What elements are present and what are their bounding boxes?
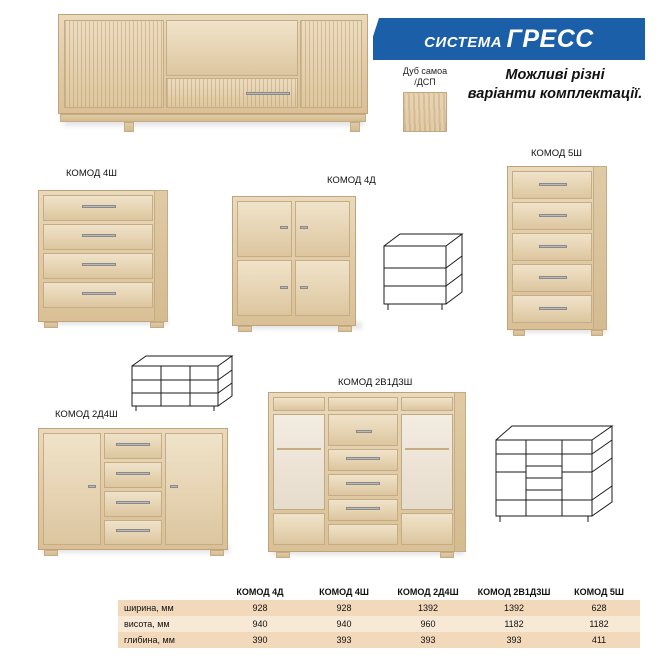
komod-4d-handle-br — [300, 286, 308, 289]
cell-width-2v1d3sh: 1392 — [503, 603, 525, 613]
caption-komod-2v1d3sh: КОМОД 2В1Д3Ш — [338, 377, 413, 388]
komod-5sh-foot-left — [513, 330, 525, 336]
komod-5sh-foot-right — [591, 330, 603, 336]
sideboard-handle — [246, 92, 290, 95]
komod-2v1d3sh-drawer-3 — [328, 499, 398, 521]
komod-4d-handle-tl — [280, 226, 288, 229]
komod-2v1d3sh-base-left — [273, 513, 325, 545]
komod-5sh-handle-3 — [539, 245, 567, 248]
komod-2v1d3sh-top-drawer-mid — [328, 397, 398, 411]
komod-5sh-photo — [507, 166, 611, 338]
table-row — [118, 616, 640, 632]
oak-samoa-swatch — [403, 92, 447, 132]
komod-2v1d3sh-shelf-right — [405, 448, 449, 450]
slogan — [455, 66, 655, 104]
material-swatch-block — [385, 66, 465, 132]
dimensions-table-body — [118, 600, 640, 648]
banner-slash — [373, 18, 379, 60]
komod-2v1d3sh-handle-door — [356, 430, 372, 433]
komod-4sh-foot-left — [44, 322, 58, 328]
komod-2d4sh-drawer-4 — [104, 520, 162, 545]
row-label-depth: глибина, мм — [124, 635, 175, 645]
banner-brand-label: ГРЕСС — [506, 24, 594, 53]
cell-height-5sh: 1182 — [589, 619, 609, 629]
komod-2v1d3sh-drawer-1 — [328, 449, 398, 471]
sideboard-photo — [58, 14, 368, 126]
komod-5sh-handle-2 — [539, 214, 567, 217]
slogan-line-1: Можливі різні — [505, 67, 605, 83]
komod-2v1d3sh-drawer-2 — [328, 474, 398, 496]
komod-2d4sh-foot-right — [210, 550, 224, 556]
sideboard-foot-left — [124, 122, 134, 132]
komod-4d-foot-left — [238, 326, 252, 332]
komod-2d4sh-handle-4 — [116, 529, 150, 532]
cell-height-2v1d3sh: 1182 — [504, 619, 524, 629]
komod-4d-handle-tr — [300, 226, 308, 229]
komod-4sh-photo — [38, 190, 170, 330]
komod-4d-photo — [232, 196, 364, 334]
col-head-komod-4d: КОМОД 4Д — [236, 587, 284, 597]
komod-2v1d3sh-side-panel — [454, 392, 466, 552]
col-head-komod-4sh: КОМОД 4Ш — [319, 587, 369, 597]
komod-4sh-drawer-3 — [43, 253, 153, 279]
komod-2v1d3sh-foot-left — [276, 552, 290, 558]
caption-komod-4sh: КОМОД 4Ш — [66, 168, 117, 179]
caption-komod-5sh: КОМОД 5Ш — [531, 148, 582, 159]
swatch-label-line2: /ДСП — [414, 77, 436, 87]
komod-2v1d3sh-top-drawer-right — [401, 397, 453, 411]
komod-4sh-side-panel — [154, 190, 168, 322]
komod-4sh-drawer-2 — [43, 224, 153, 250]
sideboard-foot-right — [350, 122, 360, 132]
cell-height-2d4sh: 960 — [420, 619, 436, 629]
komod-4sh-foot-right — [150, 322, 164, 328]
cell-depth-4d: 390 — [252, 635, 268, 645]
table-header-row — [118, 584, 640, 600]
caption-komod-4d: КОМОД 4Д — [327, 175, 376, 186]
komod-2v1d3sh-glass-left — [273, 414, 325, 510]
dimensions-table — [118, 584, 640, 648]
komod-5sh-handle-5 — [539, 307, 567, 310]
komod-2v1d3sh-top-drawer-left — [273, 397, 325, 411]
cell-depth-2v1d3sh: 393 — [506, 635, 522, 645]
komod-2d4sh-drawer-1 — [104, 433, 162, 459]
slogan-line-2: варіанти комплектації. — [467, 86, 643, 102]
komod-4d-door-tl — [237, 201, 292, 257]
komod-4sh-handle-1 — [82, 205, 116, 208]
komod-5sh-handle-1 — [539, 183, 567, 186]
komod-4sh-drawer-4 — [43, 282, 153, 308]
komod-2v1d3sh-base-mid — [328, 524, 398, 545]
row-label-width: ширина, мм — [124, 603, 174, 613]
komod-5sh-handle-4 — [539, 276, 567, 279]
komod-2d4sh-door-right — [165, 433, 223, 545]
komod-2v1d3sh-glass-right — [401, 414, 453, 510]
komod-4sh-handle-3 — [82, 263, 116, 266]
swatch-label-line1: Дуб самоа — [402, 66, 448, 76]
sideboard-panel-left — [64, 20, 164, 108]
row-label-height: висота, мм — [124, 619, 170, 629]
table-row — [118, 632, 640, 648]
cell-depth-5sh: 411 — [591, 635, 607, 645]
cell-depth-4sh: 393 — [336, 635, 352, 645]
dimensions-table-head — [118, 584, 640, 600]
banner-text — [424, 25, 594, 54]
cell-width-2d4sh: 1392 — [417, 603, 439, 613]
sideboard-plinth — [60, 114, 366, 122]
komod-4sh-handle-2 — [82, 234, 116, 237]
komod-2d4sh-handle-door-left — [88, 485, 96, 488]
brand-banner — [373, 18, 645, 60]
komod-4d-foot-right — [338, 326, 352, 332]
komod-2v1d3sh-handle-1 — [346, 457, 380, 460]
komod-4d-door-tr — [295, 201, 350, 257]
komod-2v1d3sh-photo — [268, 392, 468, 560]
komod-2d4sh-handle-door-right — [170, 485, 178, 488]
col-head-komod-2d4sh: КОМОД 2Д4Ш — [397, 587, 459, 597]
sideboard-panel-right — [300, 20, 362, 108]
banner-system-label: СИСТЕМА — [424, 33, 503, 51]
komod-4d-handle-bl — [280, 286, 288, 289]
col-head-komod-5sh: КОМОД 5Ш — [574, 587, 624, 597]
komod-2d4sh-wireframe — [128, 352, 238, 414]
komod-2d4sh-drawer-2 — [104, 462, 162, 488]
komod-2d4sh-handle-1 — [116, 443, 150, 446]
komod-2v1d3sh-handle-3 — [346, 507, 380, 510]
komod-5sh-side-panel — [593, 166, 607, 330]
komod-2d4sh-handle-2 — [116, 472, 150, 475]
cell-height-4d: 940 — [252, 619, 268, 629]
komod-2v1d3sh-shelf-left — [277, 448, 321, 450]
cell-width-4d: 928 — [252, 603, 268, 613]
komod-2v1d3sh-wireframe — [492, 420, 616, 536]
cell-width-4sh: 928 — [336, 603, 352, 613]
table-row — [118, 600, 640, 616]
komod-2v1d3sh-base-right — [401, 513, 453, 545]
komod-2d4sh-foot-left — [44, 550, 58, 556]
cell-width-5sh: 628 — [591, 603, 607, 613]
cell-depth-2d4sh: 393 — [420, 635, 436, 645]
cell-height-4sh: 940 — [336, 619, 352, 629]
komod-2d4sh-door-left — [43, 433, 101, 545]
komod-2v1d3sh-handle-2 — [346, 482, 380, 485]
col-head-komod-2v1d3sh: КОМОД 2В1Д3Ш — [477, 587, 551, 597]
komod-4sh-drawer-1 — [43, 195, 153, 221]
komod-2v1d3sh-foot-right — [440, 552, 454, 558]
komod-4d-wireframe — [378, 228, 468, 318]
komod-4sh-handle-4 — [82, 292, 116, 295]
caption-komod-2d4sh: КОМОД 2Д4Ш — [55, 409, 118, 420]
sideboard-door-top — [166, 20, 298, 76]
komod-2d4sh-drawer-3 — [104, 491, 162, 517]
komod-2d4sh-handle-3 — [116, 501, 150, 504]
col-head-0 — [118, 584, 218, 600]
spec-table — [118, 584, 640, 648]
komod-2d4sh-photo — [38, 428, 234, 558]
